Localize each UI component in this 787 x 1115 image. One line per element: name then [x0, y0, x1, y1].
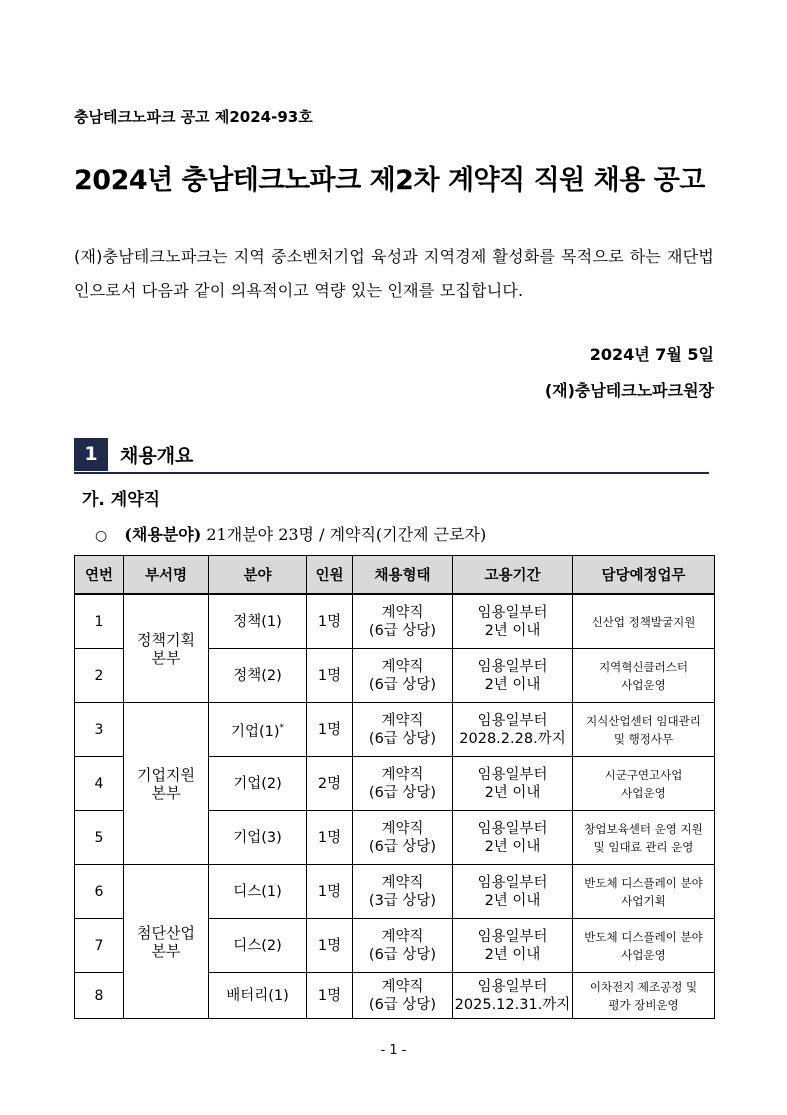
section-number: 1	[74, 438, 108, 471]
column-header: 인원	[307, 556, 353, 595]
summary-label: (채용분야)	[124, 525, 202, 544]
recruitment-table	[74, 555, 715, 1019]
employment-type-cell: 계약직 (6급 상당)	[353, 973, 453, 1019]
field-cell: 정책(1)	[209, 594, 307, 649]
page-title: 2024년 충남테크노파크 제2차 계약직 직원 채용 공고	[74, 165, 705, 196]
column-header: 담당예정업무	[573, 556, 715, 595]
employment-type-cell: 계약직 (6급 상당)	[353, 703, 453, 757]
column-header: 부서명	[124, 556, 209, 595]
duty-cell: 창업보육센터 운영 지원 및 임대료 관리 운영	[573, 811, 715, 865]
recruitment-summary	[95, 522, 486, 545]
field-cell: 정책(2)	[209, 649, 307, 703]
duty-cell: 지식산업센터 임대관리 및 행정사무	[573, 703, 715, 757]
employment-type-cell: 계약직 (6급 상당)	[353, 919, 453, 973]
duty-cell: 시군구연고사업 사업운영	[573, 757, 715, 811]
field-cell: 디스(1)	[209, 865, 307, 919]
department-cell: 첨단산업 본부	[124, 865, 209, 1019]
issuer-name: (재)충남테크노파크원장	[544, 381, 714, 400]
duty-cell: 신산업 정책발굴지원	[573, 594, 715, 649]
duty-cell: 반도체 디스플레이 분야 사업기획	[573, 865, 715, 919]
duty-cell: 이차전지 제조공정 및 평가 장비운영	[573, 973, 715, 1019]
headcount-cell: 1명	[307, 865, 353, 919]
employment-period-cell: 임용일부터 2028.2.28.까지	[453, 703, 573, 757]
duty-cell: 지역혁신클러스터 사업운영	[573, 649, 715, 703]
row-number: 8	[75, 973, 124, 1019]
field-cell: 배터리(1)	[209, 973, 307, 1019]
row-number: 6	[75, 865, 124, 919]
notice-date: 2024년 7월 5일	[589, 345, 714, 364]
field-cell: 기업(2)	[209, 757, 307, 811]
employment-type-cell: 계약직 (6급 상당)	[353, 649, 453, 703]
subsection-title: 가. 계약직	[82, 490, 161, 510]
employment-period-cell: 임용일부터 2년 이내	[453, 757, 573, 811]
field-label: 기업(1)	[230, 723, 280, 740]
column-header: 분야	[209, 556, 307, 595]
department-cell: 기업지원 본부	[124, 703, 209, 865]
row-number: 4	[75, 757, 124, 811]
employment-type-cell: 계약직 (3급 상당)	[353, 865, 453, 919]
table-row	[75, 865, 715, 919]
headcount-cell: 1명	[307, 594, 353, 649]
employment-period-cell: 임용일부터 2년 이내	[453, 919, 573, 973]
headcount-cell: 1명	[307, 973, 353, 1019]
headcount-cell: 1명	[307, 919, 353, 973]
section-header	[74, 438, 709, 474]
department-cell: 정책기획 본부	[124, 594, 209, 703]
employment-type-cell: 계약직 (6급 상당)	[353, 811, 453, 865]
duty-cell: 반도체 디스플레이 분야 사업운영	[573, 919, 715, 973]
row-number: 2	[75, 649, 124, 703]
employment-period-cell: 임용일부터 2025.12.31.까지	[453, 973, 573, 1019]
headcount-cell: 2명	[307, 757, 353, 811]
employment-type-cell: 계약직 (6급 상당)	[353, 757, 453, 811]
circle-bullet-icon: ○	[95, 528, 108, 544]
employment-period-cell: 임용일부터 2년 이내	[453, 865, 573, 919]
row-number: 1	[75, 594, 124, 649]
employment-period-cell: 임용일부터 2년 이내	[453, 649, 573, 703]
table-header-row	[75, 556, 715, 595]
field-cell	[209, 703, 307, 757]
section-title: 채용개요	[120, 445, 194, 467]
field-cell: 디스(2)	[209, 919, 307, 973]
table-row	[75, 703, 715, 757]
row-number: 5	[75, 811, 124, 865]
employment-period-cell: 임용일부터 2년 이내	[453, 594, 573, 649]
headcount-cell: 1명	[307, 703, 353, 757]
headcount-cell: 1명	[307, 811, 353, 865]
employment-period-cell: 임용일부터 2년 이내	[453, 811, 573, 865]
employment-type-cell: 계약직 (6급 상당)	[353, 594, 453, 649]
field-footnote-mark: *	[279, 722, 285, 733]
intro-paragraph: (재)충남테크노파크는 지역 중소벤처기업 육성과 지역경제 활성화를 목적으로 하는 재단법인으로서 다음과 같이 의욕적이고 역량 있는 인재를 모집합니다.	[74, 247, 714, 300]
page-number: - 1 -	[380, 1043, 407, 1058]
field-cell: 기업(3)	[209, 811, 307, 865]
row-number: 7	[75, 919, 124, 973]
column-header: 고용기간	[453, 556, 573, 595]
summary-text: 21개분야 23명 / 계약직(기간제 근로자)	[206, 525, 487, 544]
headcount-cell: 1명	[307, 649, 353, 703]
column-header: 채용형태	[353, 556, 453, 595]
table-row	[75, 594, 715, 649]
column-header: 연번	[75, 556, 124, 595]
row-number: 3	[75, 703, 124, 757]
notice-number: 충남테크노파크 공고 제2024-93호	[74, 108, 313, 126]
